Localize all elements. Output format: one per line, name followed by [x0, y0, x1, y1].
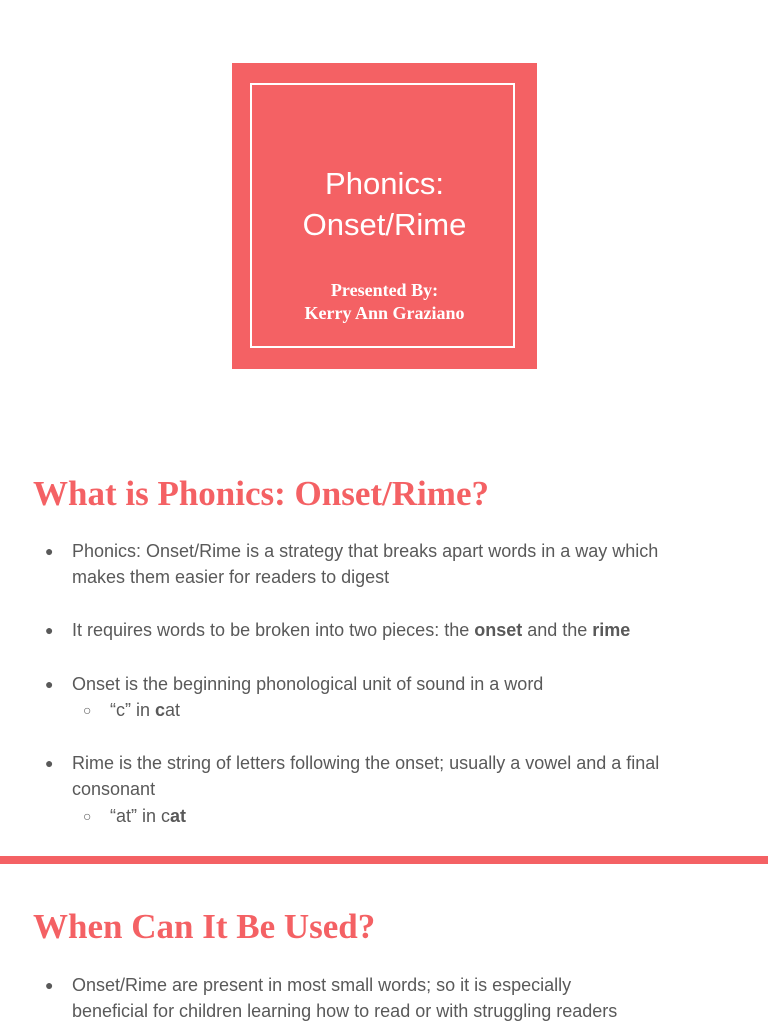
bullet-icon: ●: [45, 622, 54, 638]
sub-list-item: [83, 803, 710, 829]
bullet-icon: ●: [45, 543, 54, 559]
list-item-text-line: beneficial for children learning how to read or with struggling readers: [72, 1001, 618, 1021]
list-item-text-line: makes them easier for readers to digest: [72, 567, 390, 587]
presenter-label: Presented By:: [330, 280, 439, 300]
bold-letters: at: [170, 806, 187, 826]
list-item-text: and the: [522, 620, 593, 640]
list-item-text-line: Onset/Rime are present in most small words; so it is especially: [72, 975, 572, 995]
section-heading-when-used: When Can It Be Used?: [33, 907, 376, 946]
title-card: [232, 63, 537, 369]
sub-bullet-icon: ○: [83, 808, 92, 824]
list-item: [45, 538, 722, 590]
list-item: [45, 671, 722, 697]
list-item: [45, 617, 722, 643]
bullet-icon: ●: [45, 755, 54, 771]
title-line-2: Onset/Rime: [302, 207, 467, 242]
list-item-text: Onset is the beginning phonological unit of sound in a word: [72, 674, 544, 694]
list-item: [45, 972, 722, 1024]
section-heading-what-is: What is Phonics: Onset/Rime?: [33, 474, 489, 513]
list-item: [45, 750, 722, 802]
sub-list-item: [83, 697, 710, 723]
presenter-block: [232, 279, 537, 325]
presenter-name: Kerry Ann Graziano: [304, 303, 465, 323]
list-item-text-line: Phonics: Onset/Rime is a strategy that breaks apart words in a way which: [72, 541, 659, 561]
presentation-title: [232, 163, 537, 245]
sub-item-text: at: [165, 700, 181, 720]
bullet-icon: ●: [45, 977, 54, 993]
bullet-icon: ●: [45, 676, 54, 692]
list-item-text-line: consonant: [72, 779, 156, 799]
bold-term-rime: rime: [592, 620, 631, 640]
list-item-text-line: Rime is the string of letters following the onset; usually a vowel and a final: [72, 753, 660, 773]
sub-item-text: “at” in c: [110, 806, 171, 826]
bold-letters: c: [155, 700, 166, 720]
sub-bullet-icon: ○: [83, 702, 92, 718]
list-item-text: It requires words to be broken into two pieces: the: [72, 620, 475, 640]
section-divider: [0, 856, 768, 864]
bold-term-onset: onset: [474, 620, 523, 640]
title-line-1: Phonics:: [325, 166, 444, 201]
sub-item-text: “c” in: [110, 700, 155, 720]
